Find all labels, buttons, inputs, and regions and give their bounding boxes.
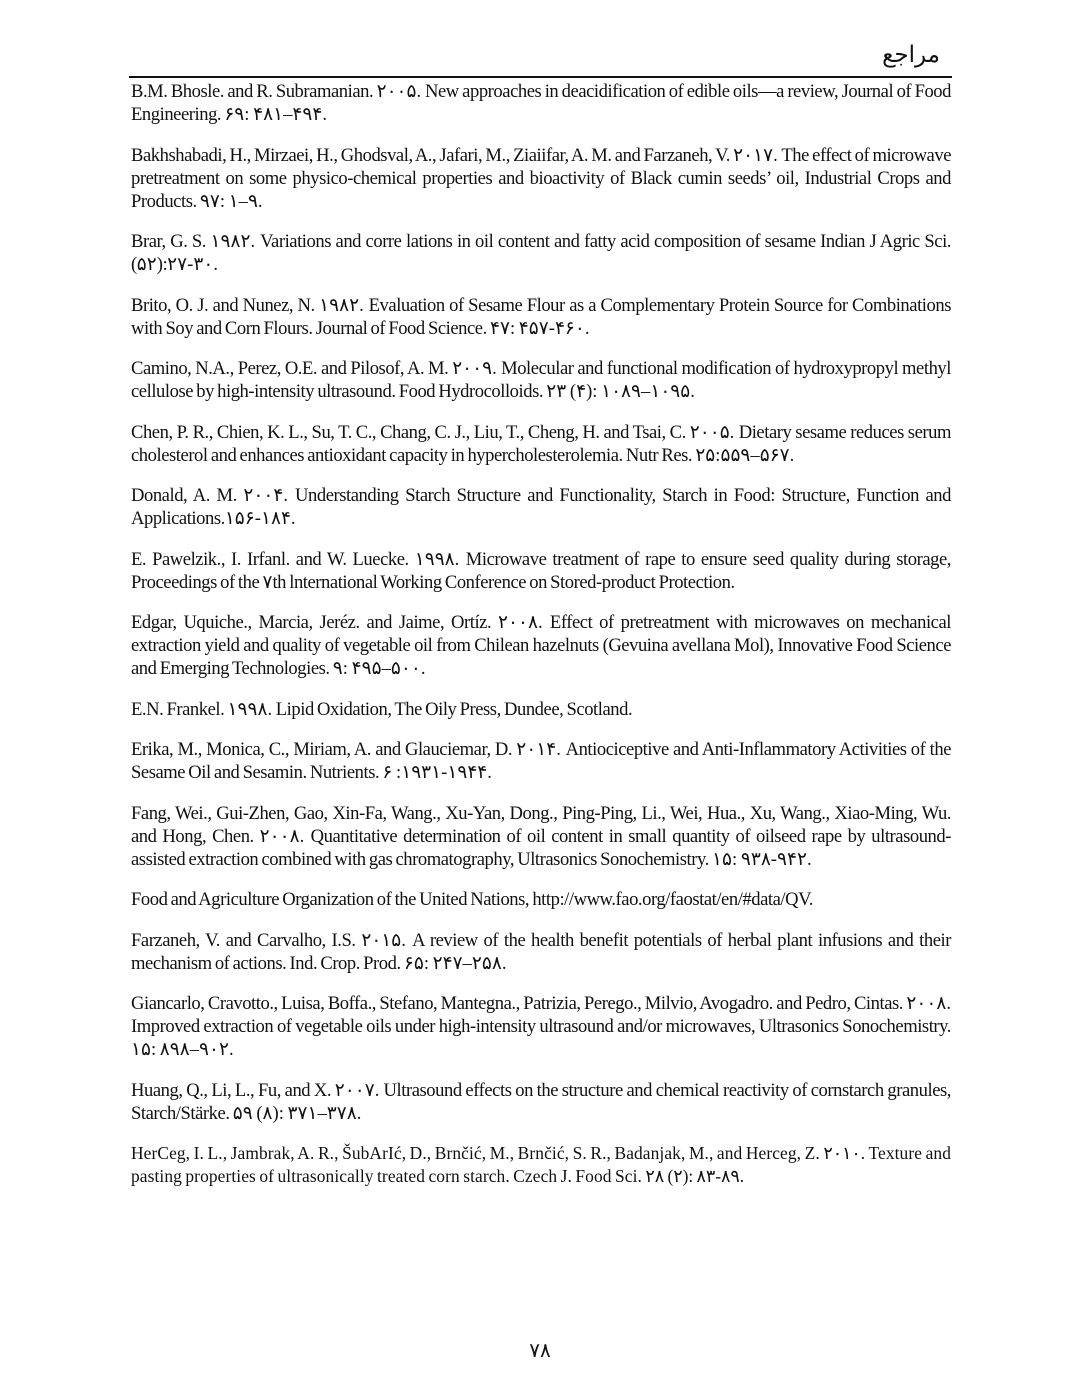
reference-entry: Edgar, Uquiche., Marcia, Jeréz. and Jaime, Ortíz. ۲۰۰۸. Effect of pretreatment with microwaves on mechanical extraction yield and quality of vegetable oil from Chilean hazelnuts (Gevuina avellana Mol), Innovative Food Science and Emerging Technologies. ۹: ۴۹۵–۵۰۰.: [131, 612, 951, 679]
reference-entry: Bakhshabadi, H., Mirzaei, H., Ghodsval, A., Jafari, M., Ziaiifar, A. M. and Farzaneh, V. ۲۰۱۷. The effect of microwave pretreatment on some physico-chemical properties and bioactivity of Black cumin seeds’ oil, Industrial Crops and Products. ۹۷: ۱–۹.: [131, 144, 951, 212]
section-title: مراجع: [882, 42, 940, 67]
reference-entry: Food and Agriculture Organization of the United Nations, http://www.fao.org/faostat/en/#data/QV.: [131, 889, 813, 910]
reference-entry: Chen, P. R., Chien, K. L., Su, T. C., Chang, C. J., Liu, T., Cheng, H. and Tsai, C. ۲۰۰۵. Dietary sesame reduces serum cholesterol and enhances antioxidant capacity in hypercholesterolemia. Nutr Res. ۲۵:۵۵۹–۵۶۷.: [131, 421, 951, 466]
reference-entry: Fang, Wei., Gui-Zhen, Gao, Xin-Fa, Wang., Xu-Yan, Dong., Ping-Ping, Li., Wei, Hua., Xu, Wang., Xiao-Ming, Wu. and Hong, Chen. ۲۰۰۸. Quantitative determination of oil content in small quantity of oilseed rape by ultrasound-assisted extraction combined with gas chromatography, Ultrasonics Sonochemistry. ۱۵: ۹۳۸-۹۴۲.: [131, 802, 951, 870]
reference-entry: Brar, G. S. ۱۹۸۲. Variations and corre lations in oil content and fatty acid composition of sesame Indian J Agric Sci. (۵۲):۲۷-۳۰.: [131, 231, 951, 275]
reference-entry: Brito, O. J. and Nunez, N. ۱۹۸۲. Evaluation of Sesame Flour as a Complementary Protein Source for Combinations with Soy and Corn Flours. Journal of Food Science. ۴۷: ۴۵۷-۴۶۰.: [131, 294, 951, 339]
reference-entry: Donald, A. M. ۲۰۰۴. Understanding Starch Structure and Functionality, Starch in Food: Structure, Function and Applications.۱۵۶-۱۸۴.: [131, 485, 951, 529]
reference-entry: Giancarlo, Cravotto., Luisa, Boffa., Stefano, Mantegna., Patrizia, Perego., Milvio, Avogadro. and Pedro, Cintas. ۲۰۰۸. Improved extraction of vegetable oils under high-intensity ultrasound and/or microwaves, Ultrasonics Sonochemistry. ۱۵: ۸۹۸–۹۰۲.: [131, 993, 951, 1060]
reference-list: [131, 80, 951, 1206]
reference-entry: Farzaneh, V. and Carvalho, I.S. ۲۰۱۵. A review of the health benefit potentials of herbal plant infusions and their mechanism of actions. Ind. Crop. Prod. ۶۵: ۲۴۷–۲۵۸.: [131, 929, 951, 974]
reference-entry: E. Pawelzik., I. Irfanl. and W. Luecke. ۱۹۹۸. Microwave treatment of rape to ensure seed quality during storage, Proceedings of the ۷th lnternational Working Conference on Stored-product Protection.: [131, 548, 951, 593]
reference-entry: Erika, M., Monica, C., Miriam, A. and Glauciemar, D. ۲۰۱۴. Antiociceptive and Anti-Inflammatory Activities of the Sesame Oil and Sesamin. Nutrients. ۶ :۱۹۳۱-۱۹۴۴.: [131, 739, 951, 783]
page-header: [129, 40, 952, 78]
reference-entry: Huang, Q., Li, L., Fu, and X. ۲۰۰۷. Ultrasound effects on the structure and chemical reactivity of cornstarch granules, Starch/Stärke. ۵۹ (۸): ۳۷۱–۳۷۸.: [131, 1079, 951, 1124]
reference-entry: HerCeg, I. L., Jambrak, A. R., ŠubArIć, D., Brnčić, M., Brnčić, S. R., Badanjak, M., and Herceg, Z. ۲۰۱۰. Texture and pasting properties of ultrasonically treated corn starch. Czech J. Food Sci. ۲۸ (۲): ۸۳-۸۹.: [131, 1143, 951, 1186]
reference-entry: E.N. Frankel. ۱۹۹۸. Lipid Oxidation, The Oily Press, Dundee, Scotland.: [131, 698, 633, 720]
reference-entry: B.M. Bhosle. and R. Subramanian. ۲۰۰۵. New approaches in deacidification of edible oils—a review, Journal of Food Engineering. ۶۹: ۴۸۱–۴۹۴.: [131, 81, 951, 125]
page-number: ۷۸: [529, 1340, 551, 1362]
reference-entry: Camino, N.A., Perez, O.E. and Pilosof, A. M. ۲۰۰۹. Molecular and functional modification of hydroxypropyl methyl cellulose by high-intensity ultrasound. Food Hydrocolloids. ۲۳ (۴): ۱۰۸۹–۱۰۹۵.: [131, 358, 951, 402]
